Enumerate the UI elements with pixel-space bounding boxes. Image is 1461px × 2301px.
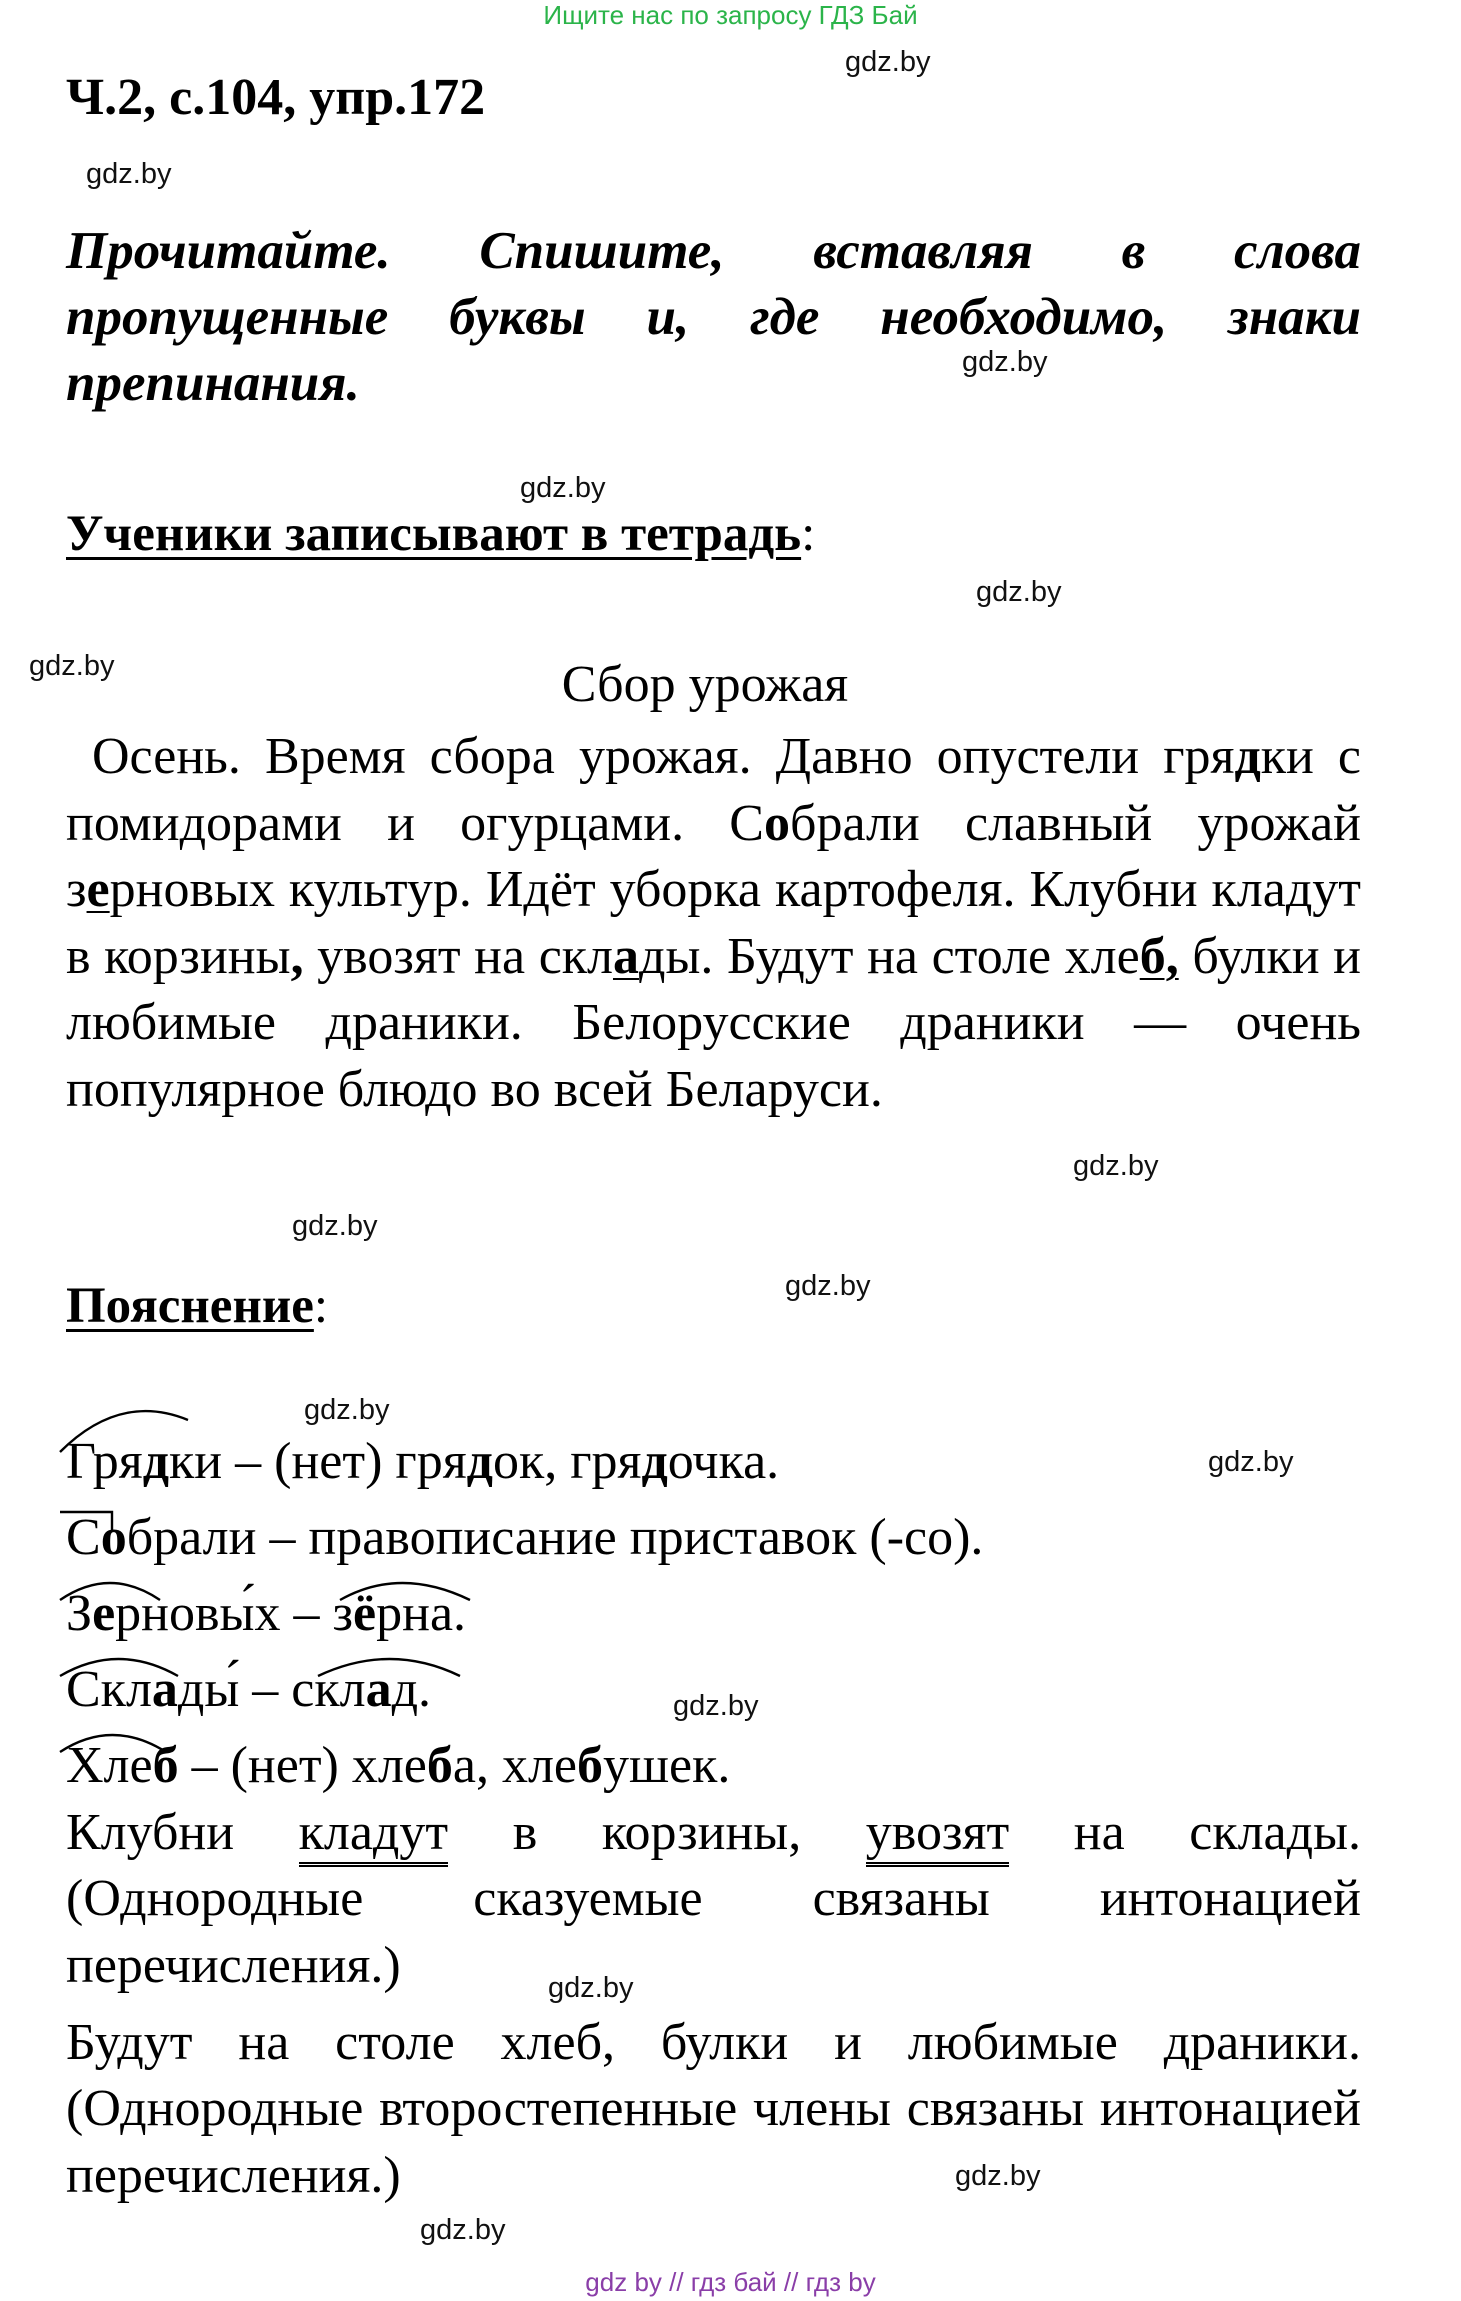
section-label: Ученики записывают в тетрадь <box>66 506 802 562</box>
inserted-letter: о <box>763 794 790 852</box>
explanation-line <box>66 1500 1361 1576</box>
watermark: gdz.by <box>962 346 1048 378</box>
colon: : <box>313 1278 329 1334</box>
explanation-fragment: Гря <box>66 1433 143 1490</box>
story-text-fragment: Осень. Время сбора урожая. Давно опустели гря <box>92 728 1235 785</box>
inserted-letter: б <box>152 1737 179 1794</box>
explanation-fragment: а, хле <box>452 1737 577 1794</box>
top-banner[interactable]: Ищите нас по запросу ГДЗ Бай <box>543 0 918 30</box>
inserted-letter: ё <box>353 1585 377 1642</box>
inserted-letter: а <box>365 1661 392 1718</box>
explanation-fragment: ушек. <box>603 1737 731 1794</box>
explanation-fragment: ды́ – скл <box>177 1661 366 1718</box>
watermark: gdz.by <box>976 576 1062 608</box>
watermark: gdz.by <box>955 2160 1041 2192</box>
section-label: Пояснение <box>66 1278 314 1334</box>
predicate-1: кладут <box>299 1804 448 1867</box>
explanation-fragment: брали – правописание приставок (-со). <box>126 1509 984 1566</box>
explanation-fragment: ок, гря <box>492 1433 642 1490</box>
inserted-letter: д <box>641 1433 668 1490</box>
inserted-letter: а <box>151 1661 178 1718</box>
explanation-fragment: Скл <box>66 1661 152 1718</box>
story-text-fragment: ки с помидорами и огурцами. С <box>66 728 1362 852</box>
inserted-letter: е <box>86 861 110 918</box>
inserted-letter: б <box>426 1737 453 1794</box>
explanation-line <box>66 1576 1361 1652</box>
predicate-2: увозят <box>866 1804 1009 1867</box>
explanation-fragment: рновы́х – з <box>115 1585 354 1642</box>
sentence-1 <box>66 1800 1361 1866</box>
bottom-banner[interactable]: gdz by // гдз бай // гдз by <box>585 2267 876 2297</box>
inserted-letter: а <box>612 927 639 985</box>
watermark: gdz.by <box>304 1394 390 1426</box>
story-text-fragment: брали славный урожай з <box>66 794 1361 918</box>
inserted-letter: о <box>100 1509 127 1566</box>
explanation-fragment: рна. <box>376 1585 467 1642</box>
story-title: Сбор урожая <box>561 656 849 713</box>
explanation-fragment: С <box>66 1509 101 1566</box>
inserted-letter: б, <box>1139 927 1179 985</box>
inserted-letter: д <box>142 1433 170 1490</box>
explanation-fragment: – (нет) хле <box>178 1737 427 1794</box>
explanation-line <box>66 1728 1361 1804</box>
sentence-word: Клубни <box>66 1804 235 1861</box>
explanation-line <box>66 1652 1361 1728</box>
watermark: gdz.by <box>520 472 606 504</box>
watermark: gdz.by <box>420 2214 506 2246</box>
inserted-letter: д <box>466 1433 493 1490</box>
explanation-fragment: очка. <box>667 1433 780 1490</box>
inserted-letter: б <box>577 1737 603 1794</box>
explanation-fragment: д. <box>391 1661 432 1718</box>
sentence-word: на склады. <box>1073 1804 1362 1861</box>
story-text-fragment: булки и любимые драники. Белорусские драники — очень популярное блюдо во всей Беларуси. <box>66 927 1361 1118</box>
story-text-fragment: ды. Будут на столе хле <box>638 927 1140 985</box>
explanation-line <box>66 1424 1361 1500</box>
story-text-fragment: увозят на скл <box>303 927 613 985</box>
inserted-letter: д <box>1234 728 1261 785</box>
note-1: (Однородные сказуемые связаны интонацией перечисления.) <box>66 1870 1361 1994</box>
inserted-letter: е <box>92 1585 116 1642</box>
watermark: gdz.by <box>1073 1150 1159 1182</box>
watermark: gdz.by <box>673 1690 759 1722</box>
colon: : <box>801 506 816 562</box>
explanation-list <box>66 1424 1361 1804</box>
explanation-fragment: ки – (нет) гря <box>169 1433 467 1490</box>
exercise-title: Ч.2, с.104, упр.172 <box>66 69 486 126</box>
task-instruction: Прочитайте. Спишите, вставляя в слова пропущенные буквы и, где необходимо, знаки препинания. <box>66 222 1361 412</box>
watermark: gdz.by <box>845 46 931 78</box>
sentence-2: Будут на столе хлеб, булки и любимые драники. <box>66 2014 1361 2071</box>
sentence-word: в корзины, <box>512 1804 802 1861</box>
watermark: gdz.by <box>29 650 115 682</box>
explanation-fragment: Хле <box>66 1737 153 1794</box>
note-2: (Однородные второстепенные члены связаны интонацией перечисления.) <box>66 2080 1361 2204</box>
explanation-fragment: З <box>66 1585 93 1642</box>
watermark: gdz.by <box>1208 1446 1294 1478</box>
watermark: gdz.by <box>292 1210 378 1242</box>
watermark: gdz.by <box>548 1972 634 2004</box>
watermark: gdz.by <box>86 158 172 190</box>
watermark: gdz.by <box>785 1270 871 1302</box>
inserted-letter: , <box>290 927 304 985</box>
story-text-fragment: рновых культур. Идёт уборка картофеля. Клубни кладут в корзины <box>66 861 1361 985</box>
